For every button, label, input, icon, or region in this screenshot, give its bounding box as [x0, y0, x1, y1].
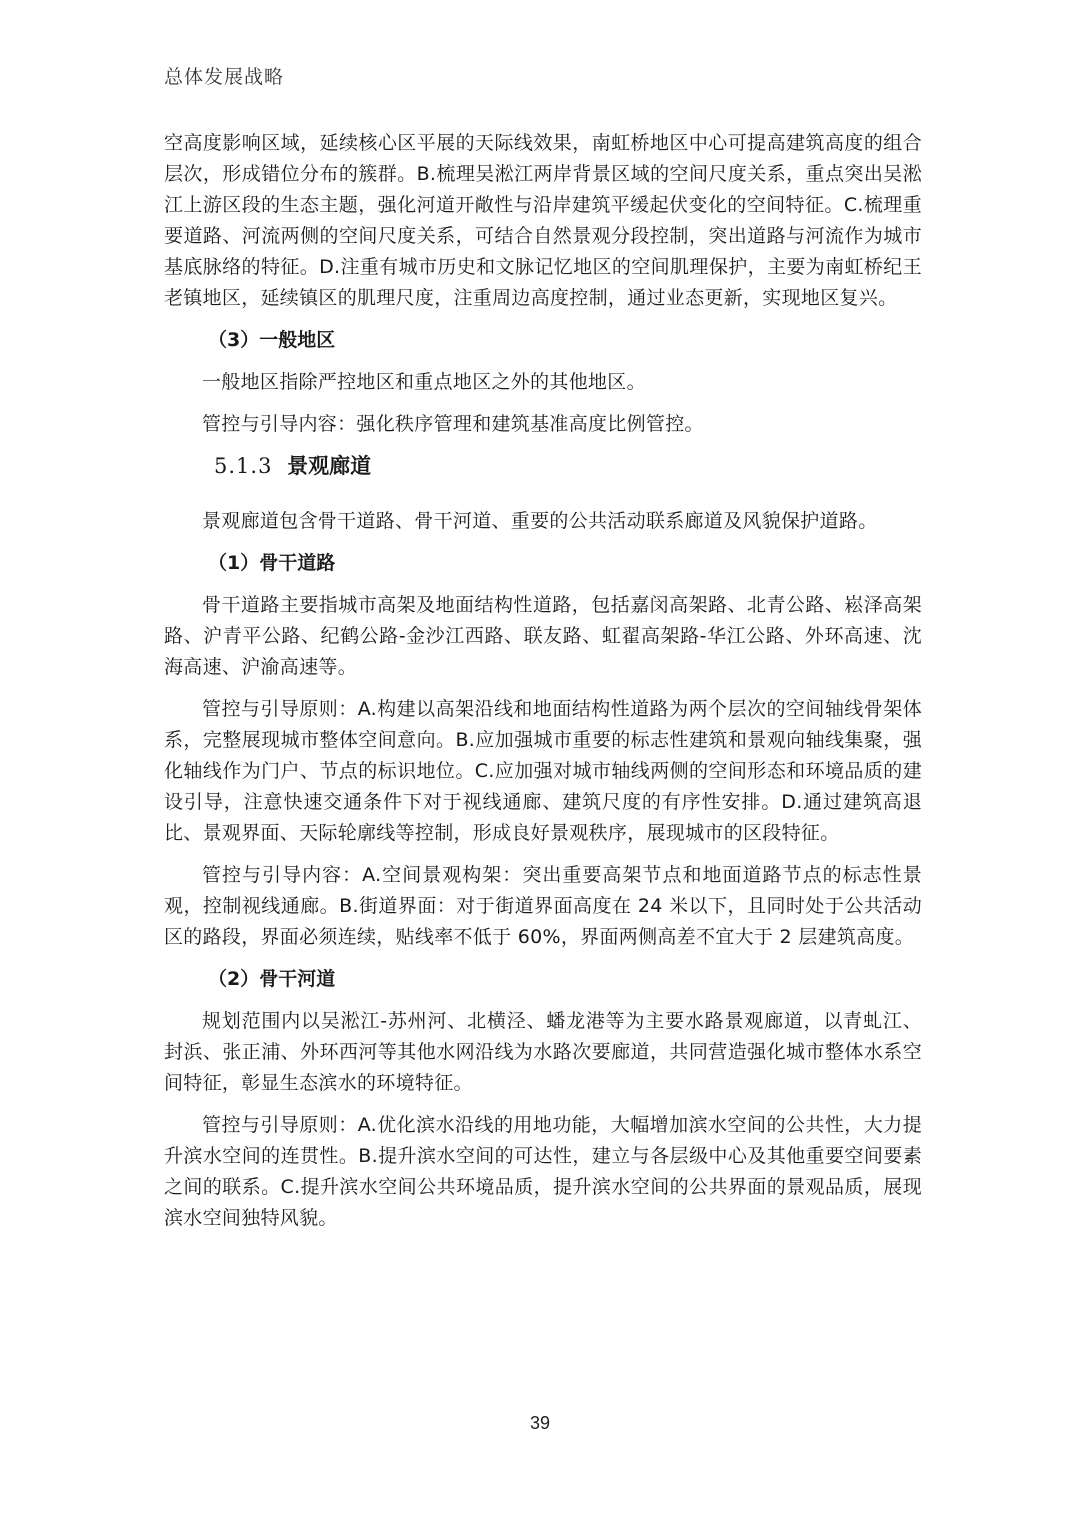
section-number: 5.1.3	[214, 454, 273, 478]
paragraph-continuation: 空高度影响区域，延续核心区平展的天际线效果，南虹桥地区中心可提高建筑高度的组合层次，形成错位分布的簇群。B.梳理吴淞江两岸背景区域的空间尺度关系，重点突出吴淞江上游区段的生态主题，强化河道开敞性与沿岸建筑平缓起伏变化的空间特征。C.梳理重要道路、河流两侧的空间尺度关系，可结合自然景观分段控制，突出道路与河流作为城市基底脉络的特征。D.注重有城市历史和文脉记忆地区的空间肌理保护，主要为南虹桥纪王老镇地区，延续镇区的肌理尺度，注重周边高度控制，通过业态更新，实现地区复兴。	[164, 132, 922, 309]
section-title: 景观廊道	[287, 454, 372, 478]
paragraph-roads-content: 管控与引导内容：A.空间景观构架：突出重要高架节点和地面道路节点的标志性景观，控制视线通廊。B.街道界面：对于街道界面高度在 24 米以下，且同时处于公共活动区的路段，界面必须连续，贴线率不低于 60%，界面两侧高差不宜大于 2 层建筑高度。	[164, 864, 922, 948]
paragraph-general-control: 管控与引导内容：强化秩序管理和建筑基准高度比例管控。	[202, 413, 704, 435]
page-number: 39	[529, 1413, 551, 1433]
subheading-backbone-roads: （1）骨干道路	[208, 552, 336, 574]
subheading-general-area: （3）一般地区	[208, 329, 336, 351]
section-heading	[164, 451, 922, 482]
page-body	[164, 128, 922, 1245]
subheading-backbone-rivers: （2）骨干河道	[208, 968, 336, 990]
paragraph-corridor-intro: 景观廊道包含骨干道路、骨干河道、重要的公共活动联系廊道及风貌保护道路。	[202, 510, 878, 532]
paragraph-general-definition: 一般地区指除严控地区和重点地区之外的其他地区。	[202, 371, 646, 393]
paragraph-roads-principles: 管控与引导原则：A.构建以高架沿线和地面结构性道路为两个层次的空间轴线骨架体系，完整展现城市整体空间意向。B.应加强城市重要的标志性建筑和景观向轴线集聚，强化轴线作为门户、节点的标识地位。C.应加强对城市轴线两侧的空间形态和环境品质的建设引导，注意快速交通条件下对于视线通廊、建筑尺度的有序性安排。D.通过建筑高退比、景观界面、天际轮廓线等控制，形成良好景观秩序，展现城市的区段特征。	[164, 698, 922, 844]
paragraph-rivers-principles: 管控与引导原则：A.优化滨水沿线的用地功能，大幅增加滨水空间的公共性，大力提升滨水空间的连贯性。B.提升滨水空间的可达性，建立与各层级中心及其他重要空间要素之间的联系。C.提升滨水空间公共环境品质，提升滨水空间的公共界面的景观品质，展现滨水空间独特风貌。	[164, 1114, 922, 1229]
paragraph-rivers-list: 规划范围内以吴淞江-苏州河、北横泾、蟠龙港等为主要水路景观廊道，以青虬江、封浜、张正浦、外环西河等其他水网沿线为水路次要廊道，共同营造强化城市整体水系空间特征，彰显生态滨水的环境特征。	[164, 1010, 922, 1094]
running-header: 总体发展战略	[164, 66, 285, 88]
paragraph-roads-list: 骨干道路主要指城市高架及地面结构性道路，包括嘉闵高架路、北青公路、崧泽高架路、沪青平公路、纪鹤公路-金沙江西路、联友路、虹翟高架路-华江公路、外环高速、沈海高速、沪渝高速等。	[164, 594, 922, 678]
